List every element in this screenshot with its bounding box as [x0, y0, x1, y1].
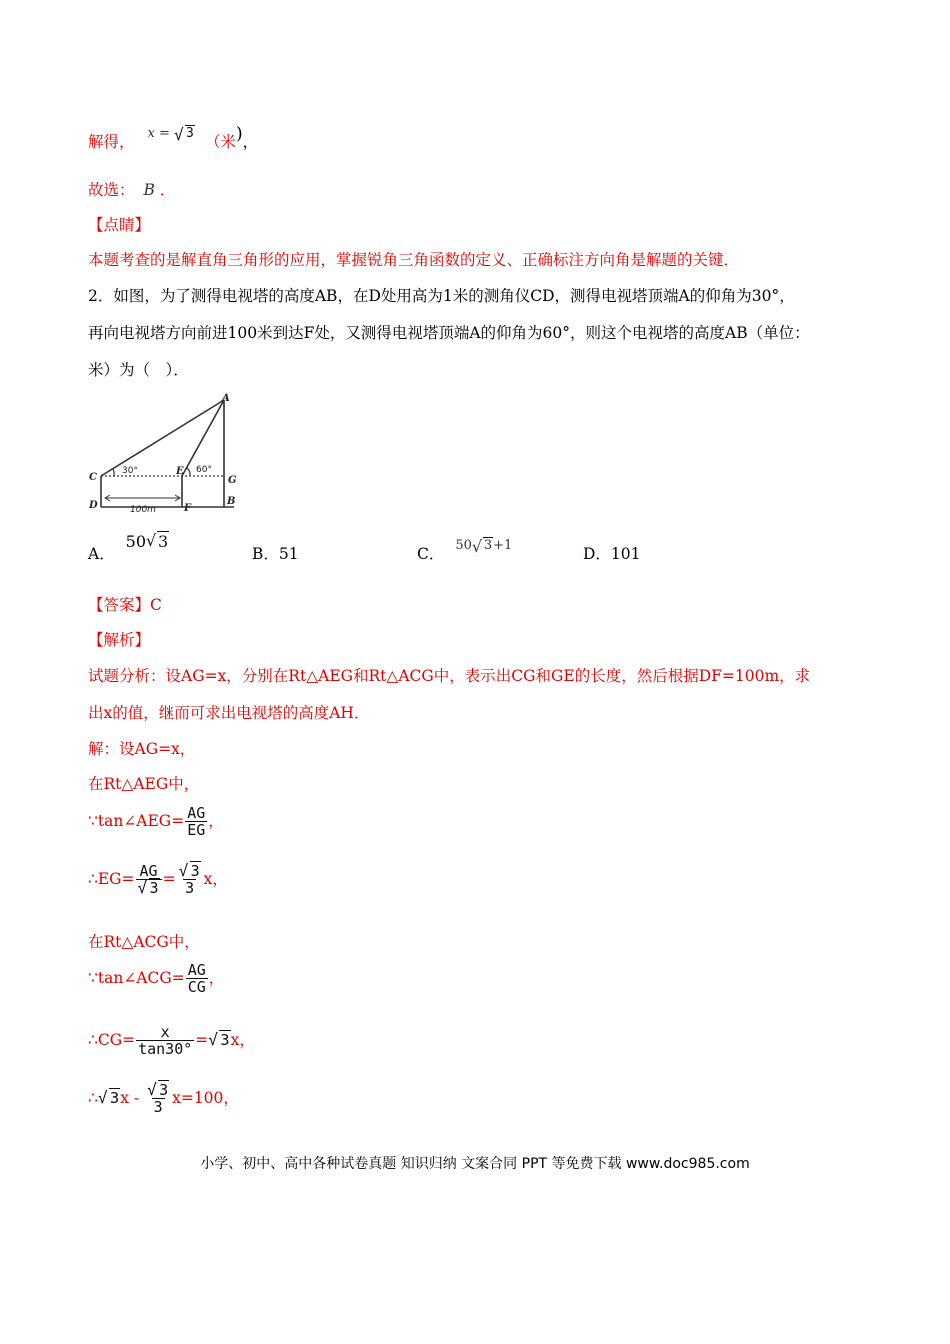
option-a: A． 50√ 3 [88, 542, 169, 564]
solve-expression: x = √ 3 [147, 126, 199, 141]
analysis-acg: 在Rt△ACG中， [88, 933, 200, 951]
cg-line: ∴CG= $\frac{x}{\tan 30^\circ}$ =√ 3x， [88, 1025, 255, 1057]
label-a: A [222, 393, 230, 404]
angle-30: 30° [122, 466, 138, 476]
label-d: D [89, 500, 98, 511]
fraction-root3-3-final: √ $\frac{3}{3}$ [145, 1083, 171, 1115]
question-line-1: 2．如图，为了测得电视塔的高度AB，在D处用高为1米的测角仪CD，测得电视塔顶端A的仰角为30°， [88, 287, 795, 305]
solve-line: 解得， $^{x = √ 3}$ （米)， [88, 130, 258, 152]
tower-figure [84, 390, 244, 515]
tan-acg-line: ∵tan∠ACG= $\frac{AG}{CG}$ ， [88, 961, 225, 996]
option-c: C． $^{50√ 3+1}$ [417, 542, 512, 564]
eg-line: ∴EG= AG √ 3 = √ $\frac{3}{3}$ x， [88, 864, 228, 896]
angle-60: 60° [196, 465, 212, 475]
solve-label: 解得， [88, 133, 135, 151]
label-f: F [184, 503, 192, 514]
label-e: E [176, 466, 184, 477]
solve-unit: （米 [204, 133, 236, 151]
label-b: B [227, 496, 236, 507]
analysis-line-1: 试题分析：设AG=x，分别在Rt△AEG和Rt△ACG中，表示出CG和GE的长度，然后根据DF=100m，求 [88, 667, 811, 685]
analysis-line-2: 出x的值，继而可求出电视塔的高度AH． [88, 704, 370, 722]
choose-line: 故选： B ． [88, 181, 176, 199]
point-header: 【点睛】 [88, 216, 151, 234]
tan-aeg-line: ∵tan∠AEG= $\frac{AG}{EG}$ ， [88, 804, 224, 839]
analysis-line-3: 解：设AG=x， [88, 740, 196, 758]
fraction-ag-root3: AG √ 3 [136, 864, 162, 896]
answer-line: 【答案】C [88, 596, 162, 614]
final-equation-line: ∴√ 3x - √ $\frac{3}{3}$ x=100， [88, 1083, 239, 1115]
label-c: C [89, 472, 97, 483]
fraction-ag-eg: $\frac{AG}{EG}$ [187, 804, 206, 839]
option-d: D．101 [583, 545, 641, 563]
question-line-3: 米）为（ ）． [88, 361, 189, 379]
fraction-ag-cg: $\frac{AG}{CG}$ [187, 961, 206, 996]
distance-label: 100m [130, 505, 156, 515]
fraction-root3-3: √ $\frac{3}{3}$ [177, 864, 203, 896]
option-b: B．51 [252, 545, 299, 563]
fraction-x-tan30: $\frac{x}{\tan 30^\circ}$ [138, 1023, 193, 1058]
question-line-2: 再向电视塔方向前进100米到达F处，又测得电视塔顶端A的仰角为60°，则这个电视塔的高度AB（单位： [88, 324, 810, 342]
analysis-line-4: 在Rt△AEG中， [88, 775, 200, 793]
analysis-header: 【解析】 [88, 631, 151, 649]
label-g: G [228, 475, 237, 486]
point-text: 本题考查的是解直角三角形的应用，掌握锐角三角函数的定义、正确标注方向角是解题的关键． [88, 251, 740, 269]
choose-answer: B [143, 181, 155, 199]
footer: 小学、初中、高中各种试卷真题 知识归纳 文案合同 PPT 等免费下载 www.doc985.com [200, 1156, 750, 1172]
